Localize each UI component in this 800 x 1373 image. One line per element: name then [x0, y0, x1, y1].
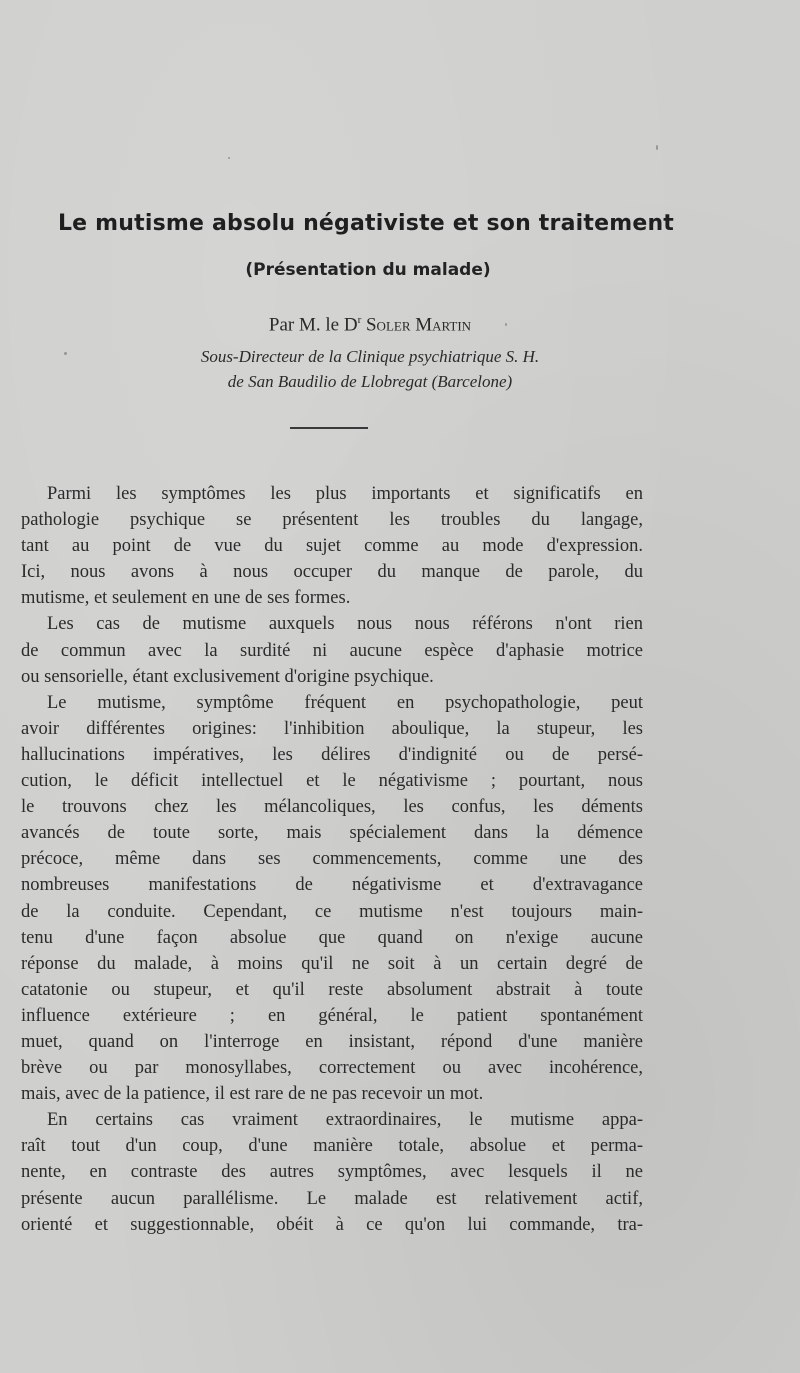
body-line: Ici, nous avons à nous occuper du manque de parole, du: [21, 562, 643, 583]
article-title: Le mutisme absolu négativiste et son traitement: [57, 211, 675, 236]
body-line: présente aucun parallélisme. Le malade est relativement actif,: [21, 1188, 643, 1209]
author-affiliation-line-1: Sous-Directeur de la Clinique psychiatrique S. H.: [200, 347, 540, 366]
body-line: muet, quand on l'interroge en insistant, répond d'une manière: [21, 1031, 643, 1052]
body-line: Parmi les symptômes les plus importants et significatifs en: [47, 484, 643, 504]
body-line: précoce, même dans ses commencements, comme une des: [21, 849, 643, 870]
body-line: influence extérieure ; en général, le patient spontanément: [21, 1005, 643, 1026]
body-line: Les cas de mutisme auxquels nous nous référons n'ont rien: [47, 614, 643, 635]
article-body: [21, 481, 643, 1238]
body-line: tenu d'une façon absolue que quand on n'exige aucune: [21, 927, 643, 948]
body-line: mais, avec de la patience, il est rare de ne pas recevoir un mot.: [21, 1084, 484, 1105]
author-affiliation-line-2: de San Baudilio de Llobregat (Barcelone): [227, 372, 513, 391]
body-line: de la conduite. Cependant, ce mutisme n'est toujours main-: [21, 901, 643, 922]
article-subtitle: (Présentation du malade): [245, 260, 491, 280]
body-line: réponse du malade, à moins qu'il ne soit à un certain degré de: [21, 953, 643, 974]
body-line: tant au point de vue du sujet comme au mode d'expression.: [21, 536, 643, 557]
author-line: [0, 314, 800, 336]
body-line: le trouvons chez les mélancoliques, les confus, les déments: [21, 797, 643, 818]
body-line: avoir différentes origines: l'inhibition aboulique, la stupeur, les: [21, 718, 643, 739]
body-line: Le mutisme, symptôme fréquent en psychopathologie, peut: [47, 692, 643, 713]
author-name: Soler Martin: [365, 314, 472, 336]
body-line: nombreuses manifestations de négativisme et d'extravagance: [21, 875, 643, 896]
body-line: ou sensorielle, étant exclusivement d'origine psychique.: [21, 666, 434, 687]
section-divider: [290, 427, 368, 429]
paper-speck: [64, 352, 67, 355]
body-line: catatonie ou stupeur, et qu'il reste absolument abstrait à toute: [21, 979, 643, 1000]
body-line: En certains cas vraiment extraordinaires, le mutisme appa-: [47, 1110, 643, 1131]
body-line: avancés de toute sorte, mais spécialement dans la démence: [21, 823, 643, 844]
body-line: pathologie psychique se présentent les troubles du langage,: [21, 510, 643, 531]
body-line: raît tout d'un coup, d'une manière totale, absolue et perma-: [21, 1136, 643, 1157]
body-line: hallucinations impératives, les délires d'indignité ou de persé-: [21, 744, 643, 765]
author-prefix-superscript: r: [357, 314, 362, 326]
body-line: mutisme, et seulement en une de ses formes.: [21, 588, 351, 609]
body-line: brève ou par monosyllabes, correctement ou avec incohérence,: [21, 1058, 643, 1079]
body-line: nente, en contraste des autres symptômes, avec lesquels il ne: [21, 1162, 643, 1183]
body-line: cution, le déficit intellectuel et le négativisme ; pourtant, nous: [21, 771, 643, 792]
body-line: de commun avec la surdité ni aucune espèce d'aphasie motrice: [21, 640, 643, 661]
author-prefix: Par M. le D: [268, 314, 358, 336]
body-line: orienté et suggestionnable, obéit à ce qu'on lui commande, tra-: [21, 1214, 643, 1235]
paper-speck: [228, 157, 230, 159]
paper-speck: [656, 145, 658, 150]
paper-speck: [505, 323, 507, 326]
